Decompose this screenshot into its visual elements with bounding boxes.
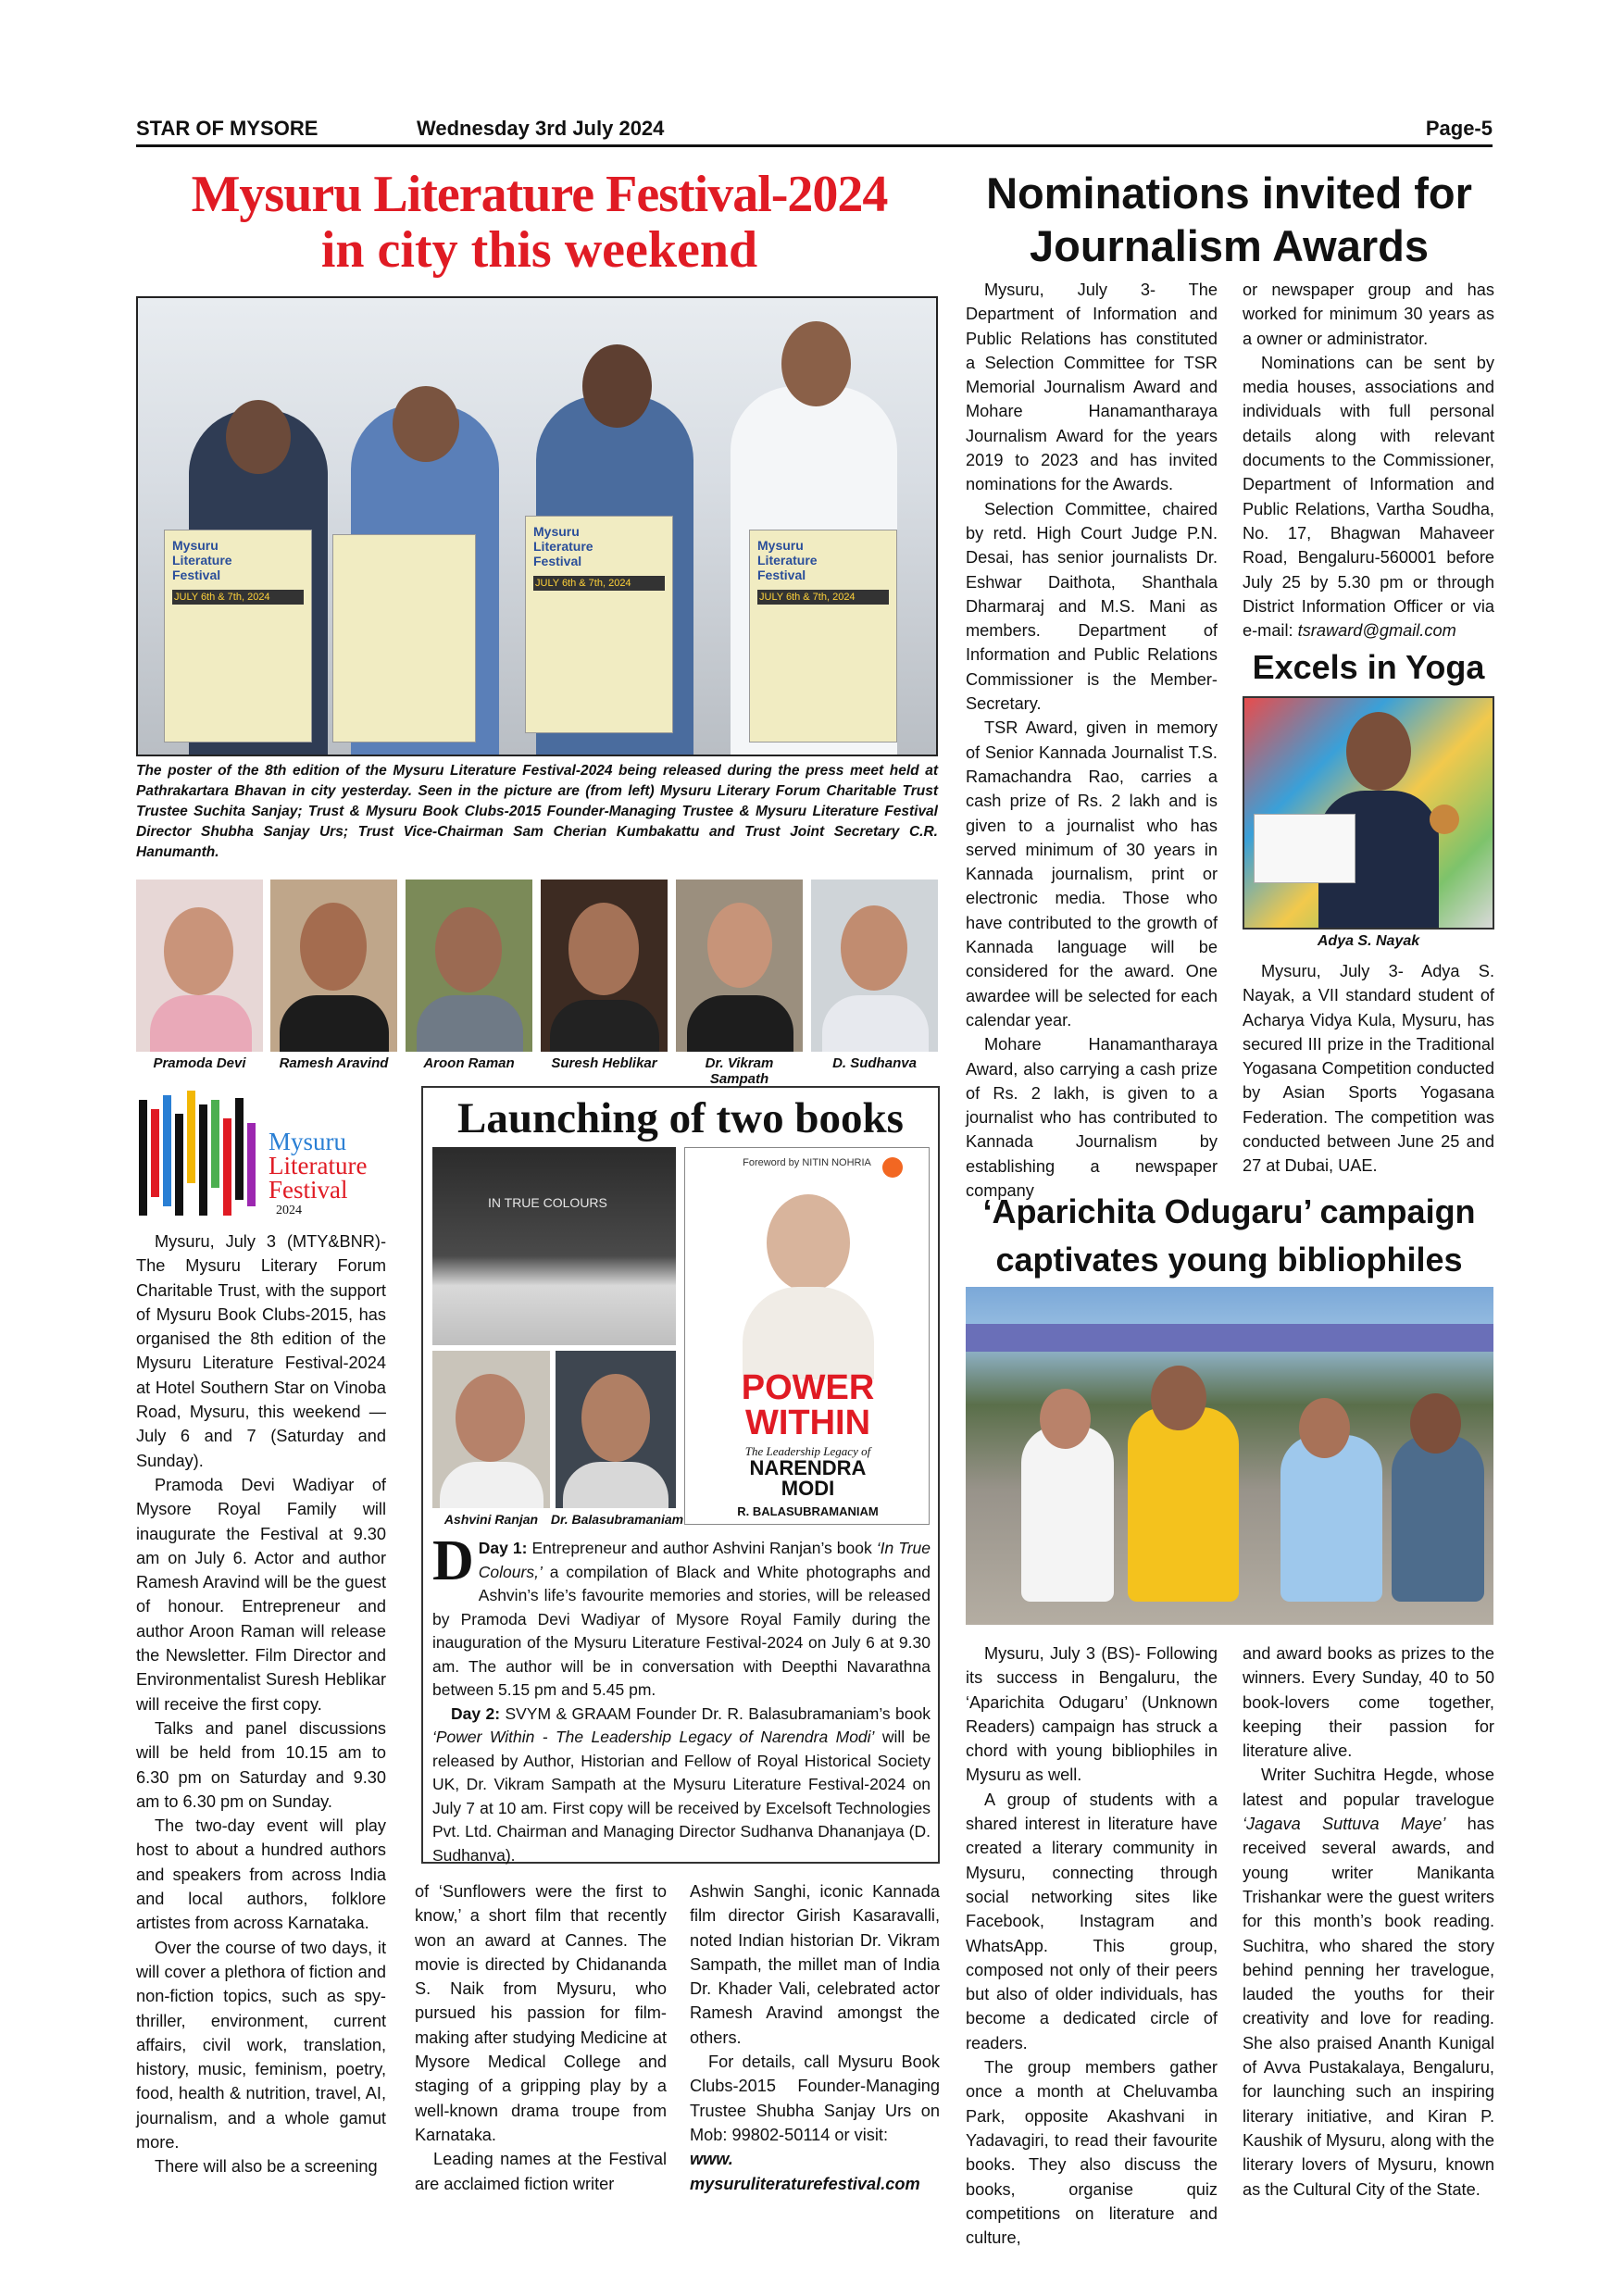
- person-head: [393, 386, 459, 462]
- cover-name: NARENDRA MODI: [749, 1456, 867, 1500]
- yoga-headline: Excels in Yoga: [1252, 648, 1485, 686]
- festival-poster: Mysuru Literature Festival JULY 6th & 7th, 2024: [749, 530, 897, 742]
- in-true-colours-cover: IN TRUE COLOURS: [432, 1147, 676, 1345]
- books-title: Launching of two books: [457, 1094, 904, 1142]
- campaign-column-2: and award books as prizes to the winners. Every Sunday, 40 to 50 book-lovers come together, keeping their passion for literature alive. Writer Suchitra Hegde, whose latest and popular travelogue ‘Jagava Suttuva Maye’ has received several awards, and young writer Manikanta Trishankar were the guest writers for this month’s book reading. Suchitra, who shared the story behind penning her travelogue, lauded the youths for their creativity and love for reading. She also praised Ananth Kunigal of Avva Pustakalaya, Bengaluru, for launching such an inspiring literary initiative, and Kiran P. Kaushik of Mysuru, along with the literary lovers of Mysuru, known as the Cultural City of the State.: [1243, 1644, 1494, 2199]
- person-head: [781, 321, 851, 406]
- portrait-photo: [541, 880, 668, 1052]
- festival-column-1: Mysuru, July 3 (MTY&BNR)- The Mysuru Literary Forum Charitable Trust, with the support of Mysuru Book Clubs-2015, has organised the 8th edition of the Mysuru Literature Festival-2024 at Hotel Southern Star on Vinoba Road, Mysuru, this weekend — July 6 and 7 (Saturday and Sunday). Pramoda Devi Wadiyar of Mysore Royal Family will inaugurate the Festival at 9.30 am on July 6. Actor and author Ramesh Aravind will be the guest of honour. Entrepreneur and author Aroon Raman will release the Newsletter. Film Director and Environmentalist Suresh Heblikar will receive the first copy. Talks and panel discussions will be held from 10.15 am to 6.30 pm on Saturday and 9.30 am to 6.30 pm on Sunday. The two-day event will play host to about a hundred authors and speakers from across India and local authors, folklore artistes from across Karnataka. Over the course of two days, it will cover a plethora of fiction and non-fiction topics, such as spy-thriller, environment, current affairs, civil work, translation, history, music, feminism, poetry, food, health & nutrition, travel, AI, journalism, and a whole gamut more. There will also be a screening: [136, 1232, 386, 2177]
- portrait-photo: [676, 880, 803, 1052]
- journalism-column-2: or newspaper group and has worked for minimum 30 years as a owner or administrator. Nominations can be sent by media houses, associations and individuals with full personal details along with relevant documents to the Commissioner, Department of Information and Public Relations, Vartha Soudha, No. 17, Bhagwan Mahaveer Road, Bengaluru-560001 before July 25 by 5.30 pm or through District Information Officer or via e-mail: tsraward@gmail.com: [1243, 281, 1494, 641]
- adya-nayak-photo: [1243, 696, 1494, 930]
- newspaper-name: STAR OF MYSORE: [136, 117, 319, 140]
- park-bench: [966, 1324, 1493, 1352]
- publisher-logo-icon: [882, 1157, 903, 1178]
- press-meet-photo: [136, 296, 938, 756]
- logo-text: Mysuru Literature Festival: [269, 1128, 368, 1204]
- balasubramaniam-photo: [556, 1351, 676, 1508]
- books-box: [421, 1086, 940, 1864]
- cover-portrait-body: [743, 1287, 874, 1379]
- ashvini-ranjan-photo: [432, 1351, 550, 1508]
- portrait-photo: [406, 880, 532, 1052]
- speaker-name: Ramesh Aravind: [279, 1055, 389, 1071]
- power-within-cover: Foreword by NITIN NOHRIA POWER WITHIN The Leadership Legacy of NARENDRA MODI R. BALASUBRAMANIAM: [684, 1147, 930, 1525]
- yoga-photo-caption: Adya S. Nayak: [1317, 933, 1420, 949]
- campaign-headline: ‘Aparichita Odugaru’ campaign captivates young bibliophiles: [982, 1192, 1476, 1279]
- festival-headline: [134, 167, 944, 278]
- festival-poster: [332, 534, 476, 742]
- person-head: [226, 400, 291, 474]
- books-text: D Day 1: Entrepreneur and author Ashvini Ranjan’s book ‘In True Colours,’ a compilation of Black and White photographs and Ashvin’s life’s favourite memories and stories, will be released by Pramoda Devi Wadiyar of Mysore Royal Family during the inauguration of the Mysuru Literature Festival-2024 on July 6 at 9.30 am. The author will be in conversation with Deepthi Navarathna between 5.15 pm and 5.45 pm. Day 2: SVYM & GRAAM Founder Dr. R. Balasubramaniam’s book ‘Power Within - The Leadership Legacy of Narendra Modi’ will be released by Author, Historian and Fellow of Royal Historical Society UK, Dr. Vikram Sampath at the Mysuru Literature Festival-2024 on July 7 at 10 am. First copy will be received by Excelsoft Technologies Pvt. Ltd. Chairman and Managing Director Sudhanva Dhananjaya (D. Sudhanva).: [432, 1529, 931, 1865]
- portrait-photo: [811, 880, 938, 1052]
- portrait-photo: [136, 880, 263, 1052]
- nomination-email-link[interactable]: tsraward@gmail.com: [1297, 621, 1456, 641]
- journalism-headline: Nominations invited for Journalism Awards: [986, 168, 1472, 270]
- certificate: [1254, 814, 1355, 883]
- festival-column-2: of ‘Sunflowers were the first to know,’ a short film that recently won an award at Cannes. The movie is directed by Chidananda S. Naik from Mysuru, who pursued his passion for film-making after studying Medicine at Mysore Medical College and staging of a gripping play by a well-known drama troupe from Karnataka. Leading names at the Festival are acclaimed fiction writer: [415, 1882, 667, 2193]
- author-name: Ashvini Ranjan: [443, 1512, 539, 1527]
- issue-date: Wednesday 3rd July 2024: [417, 117, 665, 140]
- festival-poster: Mysuru Literature Festival JULY 6th & 7th, 2024: [164, 530, 312, 742]
- yoga-text: Mysuru, July 3- Adya S. Nayak, a VII standard student of Acharya Vidya Kula, Mysuru, has secured III prize in the Traditional Yogasana Competition conducted by Asian Sports Yogasana Federation. The competition was conducted between June 25 and 27 at Dubai, UAE.: [1243, 962, 1494, 1176]
- speaker-name: Pramoda Devi: [153, 1055, 246, 1071]
- speaker-name: Suresh Heblikar: [551, 1055, 657, 1071]
- portrait-photo: [270, 880, 397, 1052]
- medal-icon: [1430, 805, 1459, 834]
- festival-website-link[interactable]: www. mysuruliteraturefestival.com: [690, 2150, 920, 2193]
- drop-cap: D: [432, 1529, 474, 1592]
- festival-column-3: Ashwin Sanghi, iconic Kannada film director Girish Kasaravalli, noted Indian historian Dr. Vikram Sampath, the millet man of India Dr. Khader Vali, celebrated actor Ramesh Aravind amongst the others. For details, call Mysuru Book Clubs-2015 Founder-Managing Trustee Shubha Sanjay Urs on Mob: 99802-50114 or visit: www. mysuruliteraturefestival.com: [690, 1879, 940, 2196]
- speaker-name: Aroon Raman: [423, 1055, 515, 1071]
- festival-logo: [139, 1091, 389, 1220]
- campaign-column-1: Mysuru, July 3 (BS)- Following its success in Bengaluru, the ‘Aparichita Odugaru’ (Unknown Readers) campaign has struck a chord with young bibliophiles in Mysuru as well. A group of students with a shared interest in literature have created a literary community in Mysuru, connecting through social networking sites like Facebook, Instagram and WhatsApp. This group, composed not only of their peers but also of older individuals, has become a dedicated circle of readers. The group members gather once a month at Cheluvamba Park, opposite Akashvani in Yadavagiri, to read their favourite books. They also discuss the books, organise quiz competitions on literature and culture,: [966, 1644, 1218, 2248]
- speakers-strip: [136, 880, 938, 1052]
- festival-poster: Mysuru Literature Festival JULY 6th & 7th, 2024: [525, 516, 673, 733]
- speaker-names: [136, 1055, 938, 1087]
- press-meet-caption: The poster of the 8th edition of the Mysuru Literature Festival-2024 being released during the press meet held at Pathrakartara Bhavan in city yesterday. Seen in the picture are (from left) Mysuru Literary Forum Charitable Trust Trustee Suchita Sanjay; Trust & Mysuru Book Clubs-2015 Founder-Managing Trustee & Mysuru Literature Festival Director Shubha Sanjay Urs; Trust Vice-Chairman Sam Cherian Kumbakattu and Trust Joint Secretary C.R. Hanumanth.: [136, 763, 938, 860]
- speaker-name: Dr. Vikram Sampath: [705, 1055, 774, 1087]
- festival-headline-line2: in city this weekend: [320, 221, 758, 279]
- header-rule: [136, 144, 1493, 147]
- page-number: Page-5: [1425, 117, 1493, 140]
- logo-year: 2024: [276, 1204, 302, 1217]
- journalism-column-1: Mysuru, July 3- The Department of Information and Public Relations has constituted a Selection Committee for TSR Memorial Journalism Award and Mohare Hanamantharaya Journalism Award for the years 2019 to 2023 and has invited nominations for the Awards. Selection Committee, chaired by retd. High Court Judge P.N. Desai, has senior journalists Dr. Eshwar Daithota, Shanthala Dharmaraj and M.S. Mani as members. Department of Information and Public Relations Commissioner is the Member-Secretary. TSR Award, given in memory of Senior Kannada Journalist T.S. Ramachandra Rao, carries a cash prize of Rs. 2 lakh and is given to a journalist who has served minimum of 30 years in Kannada journalism, print or electronic media. Those who have contributed to the growth of Kannada language will be considered for the award. One awardee will be selected for each calendar year. Mohare Hanamantharaya Award, also carrying a cash prize of Rs. 2 lakh, is given to a journalist who has contributed to Kannada Journalism by establishing a newspaper company: [966, 281, 1218, 1200]
- person-head: [582, 344, 652, 428]
- festival-headline-line1: Mysuru Literature Festival-2024: [191, 166, 888, 223]
- speaker-name: D. Sudhanva: [832, 1055, 917, 1071]
- cover-title: POWER WITHIN: [741, 1368, 875, 1442]
- author-name: Dr. Balasubramaniam: [550, 1512, 684, 1527]
- campaign-photo: [966, 1287, 1493, 1625]
- cover-portrait: [767, 1194, 850, 1292]
- logo-bars-icon: [139, 1091, 269, 1220]
